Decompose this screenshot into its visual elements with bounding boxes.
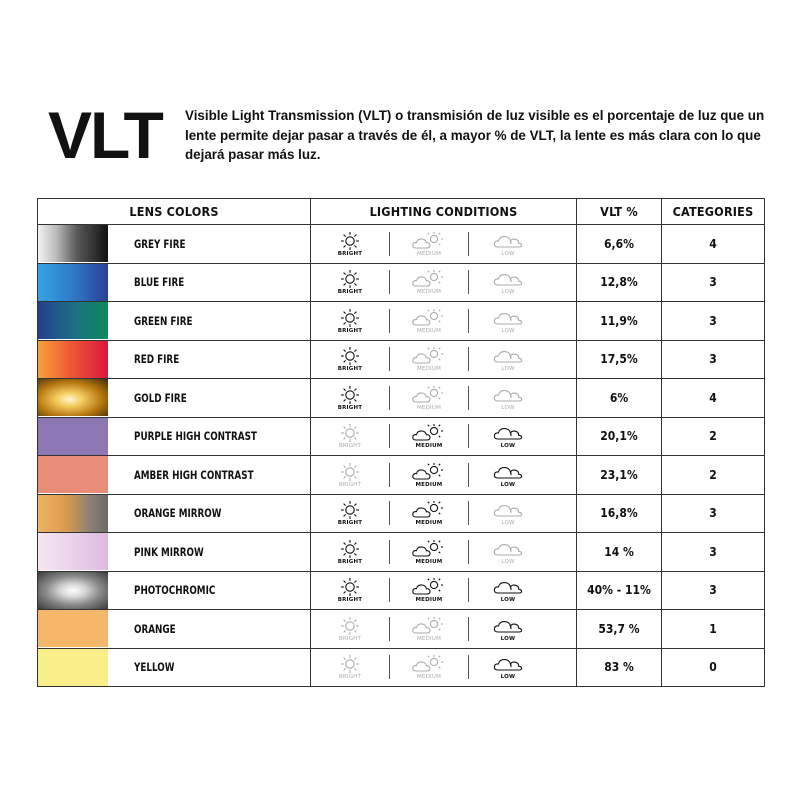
- condition-label: LOW: [500, 481, 516, 488]
- condition-bright: [311, 423, 389, 449]
- header: [48, 100, 768, 170]
- category-value: 4: [662, 225, 765, 264]
- condition-label: MEDIUM: [416, 327, 442, 334]
- lighting-conditions-cell: [311, 302, 577, 341]
- lighting-conditions-cell: [311, 456, 577, 495]
- condition-label: LOW: [501, 327, 515, 334]
- intro-text: Visible Light Transmission (VLT) o transmisión de luz visible es el porcentaje de luz que un lente permite dejar pasar a través de él, a mayor % de VLT, la lente es más clara con lo que dejará pasar más luz.: [185, 108, 765, 162]
- cloud-icon: [492, 500, 524, 520]
- partly-cloudy-icon: [411, 269, 447, 289]
- sun-icon: [339, 423, 361, 443]
- lens-swatch-red-fire: [38, 341, 108, 378]
- condition-label: BRIGHT: [337, 597, 363, 604]
- lens-color-cell: [38, 302, 311, 341]
- table-row: [38, 571, 765, 610]
- condition-medium: [390, 462, 468, 488]
- lens-name: GREEN FIRE: [134, 313, 193, 328]
- condition-label: LOW: [501, 404, 515, 411]
- sun-icon: [339, 539, 361, 559]
- cloud-icon: [492, 654, 524, 674]
- partly-cloudy-icon: [411, 500, 447, 520]
- condition-bright: [311, 654, 389, 680]
- cloud-icon: [492, 231, 524, 251]
- sun-icon: [339, 500, 361, 520]
- category-value: 4: [662, 379, 765, 418]
- condition-low: [469, 500, 547, 526]
- lighting-conditions-cell: [311, 225, 577, 264]
- lens-name: YELLOW: [134, 660, 175, 675]
- partly-cloudy-icon: [411, 308, 447, 328]
- lens-color-cell: [38, 533, 311, 572]
- lens-color-cell: [38, 648, 311, 687]
- lens-name: ORANGE MIRROW: [134, 506, 222, 521]
- table-row: [38, 263, 765, 302]
- condition-low: [469, 385, 547, 411]
- lens-name: PINK MIRROW: [134, 544, 204, 559]
- category-value: 3: [662, 263, 765, 302]
- lighting-conditions-cell: [311, 263, 577, 302]
- table-row: [38, 225, 765, 264]
- condition-label: BRIGHT: [337, 520, 363, 527]
- category-value: 3: [662, 494, 765, 533]
- table-row: [38, 379, 765, 418]
- condition-label: MEDIUM: [416, 404, 442, 411]
- header-lighting-conditions: LIGHTING CONDITIONS: [311, 199, 577, 225]
- partly-cloudy-icon: [411, 231, 447, 251]
- condition-low: [469, 346, 547, 372]
- condition-bright: [311, 500, 389, 526]
- lighting-conditions-cell: [311, 417, 577, 456]
- condition-bright: [311, 231, 389, 257]
- vlt-table: [37, 198, 765, 687]
- vlt-value: 17,5%: [577, 340, 662, 379]
- category-value: 1: [662, 610, 765, 649]
- cloud-icon: [492, 539, 524, 559]
- lens-name: GOLD FIRE: [134, 390, 187, 405]
- lighting-conditions-cell: [311, 533, 577, 572]
- lens-swatch-gold-fire: [38, 379, 108, 416]
- cloud-icon: [492, 577, 524, 597]
- lens-swatch-green-fire: [38, 302, 108, 339]
- condition-label: LOW: [501, 366, 515, 373]
- partly-cloudy-icon: [411, 577, 447, 597]
- partly-cloudy-icon: [411, 654, 447, 674]
- lens-swatch-yellow: [38, 649, 108, 686]
- lighting-conditions-cell: [311, 494, 577, 533]
- category-value: 2: [662, 456, 765, 495]
- sun-icon: [339, 385, 361, 405]
- table-header-row: [38, 199, 765, 225]
- cloud-icon: [492, 616, 524, 636]
- lens-swatch-amber-high-contrast: [38, 456, 108, 493]
- condition-label: MEDIUM: [416, 635, 442, 642]
- condition-label: LOW: [500, 597, 516, 604]
- cloud-icon: [492, 269, 524, 289]
- sun-icon: [339, 462, 361, 482]
- lens-name: PHOTOCHROMIC: [134, 583, 216, 598]
- condition-low: [469, 539, 547, 565]
- condition-label: MEDIUM: [416, 674, 442, 681]
- condition-bright: [311, 308, 389, 334]
- condition-bright: [311, 616, 389, 642]
- cloud-icon: [492, 308, 524, 328]
- vlt-value: 40% - 11%: [577, 571, 662, 610]
- sun-icon: [339, 616, 361, 636]
- condition-label: BRIGHT: [337, 289, 363, 296]
- condition-label: LOW: [500, 635, 516, 642]
- partly-cloudy-icon: [411, 539, 447, 559]
- lighting-conditions-cell: [311, 379, 577, 418]
- cloud-icon: [492, 346, 524, 366]
- condition-label: MEDIUM: [416, 250, 442, 257]
- vlt-value: 20,1%: [577, 417, 662, 456]
- lens-color-cell: [38, 610, 311, 649]
- condition-low: [469, 654, 547, 680]
- vlt-value: 12,8%: [577, 263, 662, 302]
- sun-icon: [339, 269, 361, 289]
- category-value: 3: [662, 571, 765, 610]
- table-row: [38, 610, 765, 649]
- sun-icon: [339, 577, 361, 597]
- condition-low: [469, 577, 547, 603]
- vlt-value: 23,1%: [577, 456, 662, 495]
- lens-name: ORANGE: [134, 621, 176, 636]
- lens-color-cell: [38, 571, 311, 610]
- condition-label: LOW: [501, 250, 515, 257]
- table-row: [38, 456, 765, 495]
- condition-low: [469, 423, 547, 449]
- vlt-value: 11,9%: [577, 302, 662, 341]
- page-title: VLT: [48, 98, 162, 172]
- lens-color-cell: [38, 456, 311, 495]
- lens-color-cell: [38, 494, 311, 533]
- condition-label: MEDIUM: [415, 443, 443, 450]
- condition-low: [469, 616, 547, 642]
- table-row: [38, 533, 765, 572]
- lens-swatch-grey-fire: [38, 225, 108, 262]
- lens-color-cell: [38, 340, 311, 379]
- condition-label: MEDIUM: [415, 520, 443, 527]
- lens-color-cell: [38, 263, 311, 302]
- table-row: [38, 648, 765, 687]
- lens-name: BLUE FIRE: [134, 275, 185, 290]
- lens-color-cell: [38, 417, 311, 456]
- condition-bright: [311, 269, 389, 295]
- sun-icon: [339, 231, 361, 251]
- condition-label: LOW: [501, 520, 515, 527]
- vlt-value: 16,8%: [577, 494, 662, 533]
- category-value: 3: [662, 533, 765, 572]
- lighting-conditions-cell: [311, 340, 577, 379]
- condition-bright: [311, 539, 389, 565]
- vlt-value: 6%: [577, 379, 662, 418]
- lighting-conditions-cell: [311, 648, 577, 687]
- condition-label: MEDIUM: [416, 289, 442, 296]
- lens-swatch-orange: [38, 610, 108, 647]
- lens-name: RED FIRE: [134, 352, 180, 367]
- partly-cloudy-icon: [411, 616, 447, 636]
- cloud-icon: [492, 385, 524, 405]
- cloud-icon: [492, 462, 524, 482]
- table-row: [38, 340, 765, 379]
- table-row: [38, 302, 765, 341]
- lighting-conditions-cell: [311, 610, 577, 649]
- condition-medium: [390, 654, 468, 680]
- vlt-value: 14 %: [577, 533, 662, 572]
- condition-low: [469, 269, 547, 295]
- condition-label: LOW: [500, 443, 516, 450]
- table-row: [38, 417, 765, 456]
- condition-label: MEDIUM: [416, 366, 442, 373]
- condition-label: LOW: [500, 674, 516, 681]
- vlt-value: 6,6%: [577, 225, 662, 264]
- condition-label: BRIGHT: [337, 366, 363, 373]
- condition-label: BRIGHT: [337, 404, 363, 411]
- condition-medium: [390, 269, 468, 295]
- condition-medium: [390, 423, 468, 449]
- condition-label: BRIGHT: [338, 674, 362, 681]
- partly-cloudy-icon: [411, 423, 447, 443]
- lens-swatch-purple-high-contrast: [38, 418, 108, 455]
- category-value: 3: [662, 340, 765, 379]
- lighting-conditions-cell: [311, 571, 577, 610]
- cloud-icon: [492, 423, 524, 443]
- condition-bright: [311, 346, 389, 372]
- sun-icon: [339, 654, 361, 674]
- lens-swatch-pink-mirrow: [38, 533, 108, 570]
- lens-swatch-orange-mirrow: [38, 495, 108, 532]
- vlt-value: 83 %: [577, 648, 662, 687]
- condition-medium: [390, 616, 468, 642]
- lens-name: AMBER HIGH CONTRAST: [134, 467, 254, 482]
- condition-low: [469, 462, 547, 488]
- lens-swatch-blue-fire: [38, 264, 108, 301]
- condition-label: BRIGHT: [338, 443, 362, 450]
- condition-medium: [390, 385, 468, 411]
- partly-cloudy-icon: [411, 385, 447, 405]
- condition-medium: [390, 500, 468, 526]
- sun-icon: [339, 308, 361, 328]
- condition-medium: [390, 308, 468, 334]
- condition-label: LOW: [501, 289, 515, 296]
- condition-medium: [390, 577, 468, 603]
- category-value: 3: [662, 302, 765, 341]
- condition-label: BRIGHT: [338, 481, 362, 488]
- header-lens-colors: LENS COLORS: [38, 199, 311, 225]
- lens-color-cell: [38, 379, 311, 418]
- lens-color-cell: [38, 225, 311, 264]
- condition-label: BRIGHT: [337, 327, 363, 334]
- condition-label: MEDIUM: [415, 558, 443, 565]
- condition-medium: [390, 346, 468, 372]
- condition-label: MEDIUM: [415, 597, 443, 604]
- condition-bright: [311, 462, 389, 488]
- condition-label: BRIGHT: [338, 635, 362, 642]
- condition-medium: [390, 231, 468, 257]
- condition-medium: [390, 539, 468, 565]
- table-row: [38, 494, 765, 533]
- condition-label: BRIGHT: [337, 250, 363, 257]
- condition-bright: [311, 385, 389, 411]
- category-value: 0: [662, 648, 765, 687]
- condition-label: LOW: [501, 558, 515, 565]
- condition-bright: [311, 577, 389, 603]
- lens-name: PURPLE HIGH CONTRAST: [134, 429, 257, 444]
- partly-cloudy-icon: [411, 462, 447, 482]
- condition-low: [469, 308, 547, 334]
- partly-cloudy-icon: [411, 346, 447, 366]
- lens-swatch-photochromic: [38, 572, 108, 609]
- header-categories: CATEGORIES: [662, 199, 765, 225]
- vlt-value: 53,7 %: [577, 610, 662, 649]
- lens-name: GREY FIRE: [134, 236, 186, 251]
- condition-label: BRIGHT: [337, 558, 363, 565]
- condition-label: MEDIUM: [415, 481, 443, 488]
- sun-icon: [339, 346, 361, 366]
- header-vlt: VLT %: [577, 199, 662, 225]
- condition-low: [469, 231, 547, 257]
- category-value: 2: [662, 417, 765, 456]
